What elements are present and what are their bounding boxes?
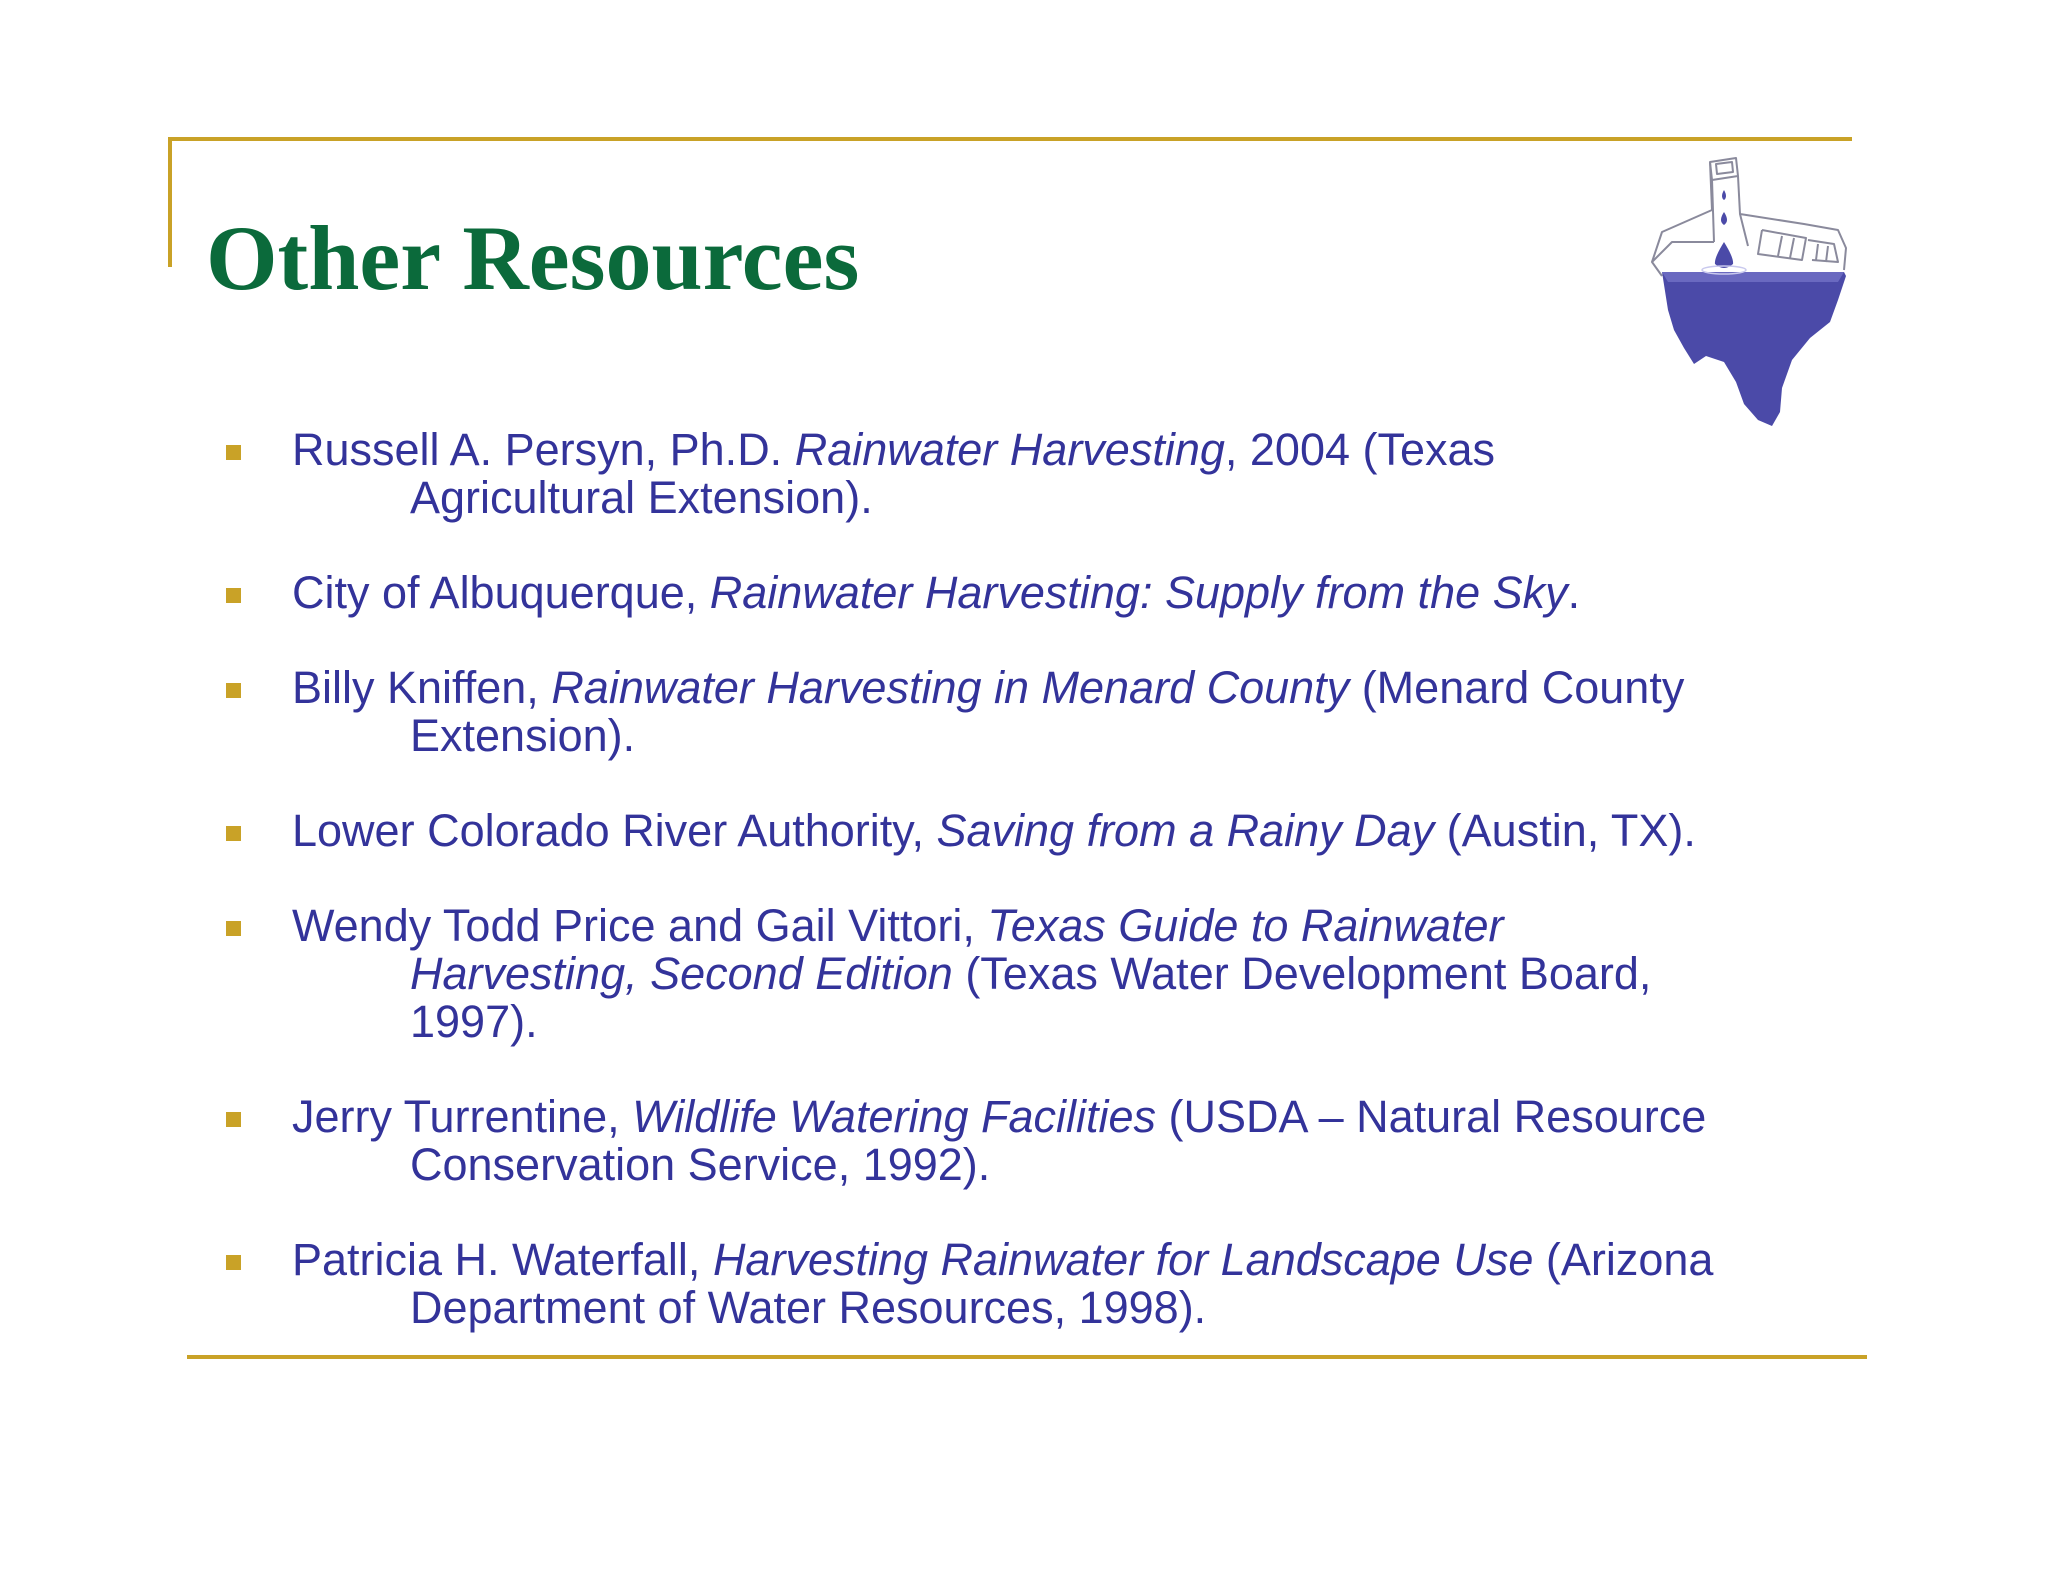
resource-line-1 <box>292 1093 1882 1141</box>
resource-author: City of Albuquerque, <box>292 567 710 618</box>
bullet-square <box>226 1255 241 1270</box>
slide-title: Other Resources <box>206 207 860 309</box>
resource-title: Rainwater Harvesting in Menard County <box>551 662 1350 713</box>
resource-detail: Department of Water Resources, 1998). <box>410 1282 1207 1333</box>
resource-line-2 <box>292 474 1882 522</box>
resource-title: Texas Guide to Rainwater <box>987 900 1504 951</box>
resource-item-lcra <box>222 807 1882 855</box>
resource-detail: (Menard County <box>1349 662 1685 713</box>
resource-detail: . <box>1567 567 1581 618</box>
resource-title: Harvesting Rainwater for Landscape Use <box>712 1234 1534 1285</box>
resource-title: Rainwater Harvesting: Supply from the Sky <box>709 567 1568 618</box>
resource-detail: (USDA – Natural Resource <box>1156 1091 1707 1142</box>
resource-detail: (Texas Water Development Board, <box>952 948 1652 999</box>
resource-detail: , 2004 (Texas <box>1224 424 1496 475</box>
resource-line-1 <box>292 664 1882 712</box>
bullet-square <box>226 588 241 603</box>
resource-item-turrentine <box>222 1093 1882 1189</box>
bullet-square <box>226 683 241 698</box>
resource-detail: Conservation Service, 1992). <box>410 1139 991 1190</box>
resource-title: Wildlife Watering Facilities <box>632 1091 1157 1142</box>
resource-title: Rainwater Harvesting <box>794 424 1225 475</box>
resource-line-1 <box>292 902 1882 950</box>
resource-item-price-vittori <box>222 902 1882 1046</box>
resource-line-3 <box>292 998 1882 1046</box>
bullet-square <box>226 826 241 841</box>
bullet-square <box>226 921 241 936</box>
resource-author: Jerry Turrentine, <box>292 1091 633 1142</box>
resource-detail: (Arizona <box>1533 1234 1714 1285</box>
resource-title: Saving from a Rainy Day <box>936 805 1435 856</box>
resource-author: Wendy Todd Price and Gail Vittori, <box>292 900 988 951</box>
resource-line-1 <box>292 1236 1882 1284</box>
resource-line-1 <box>292 426 1882 474</box>
resource-line-1 <box>292 807 1882 855</box>
bullet-square <box>226 445 241 460</box>
resource-title: Harvesting, Second Edition <box>410 948 953 999</box>
resource-detail: 1997). <box>410 996 538 1047</box>
resource-author: Patricia H. Waterfall, <box>292 1234 713 1285</box>
resource-item-kniffen <box>222 664 1882 760</box>
resource-item-persyn <box>222 426 1882 522</box>
resource-detail: Agricultural Extension). <box>410 472 873 523</box>
resource-line-2 <box>292 950 1882 998</box>
resource-line-1 <box>292 569 1882 617</box>
resource-detail: Extension). <box>410 710 636 761</box>
frame-left-rule <box>168 137 172 267</box>
texas-rainwater-logo-icon <box>1632 150 1912 430</box>
resource-author: Lower Colorado River Authority, <box>292 805 937 856</box>
resource-item-waterfall <box>222 1236 1882 1332</box>
resource-author: Billy Kniffen, <box>292 662 552 713</box>
resources-list <box>222 426 1882 1379</box>
resource-detail: (Austin, TX). <box>1434 805 1696 856</box>
resource-line-2 <box>292 1284 1882 1332</box>
resource-author: Russell A. Persyn, Ph.D. <box>292 424 795 475</box>
resource-line-2 <box>292 712 1882 760</box>
resource-item-albuquerque <box>222 569 1882 617</box>
bullet-square <box>226 1112 241 1127</box>
frame-top-rule <box>168 137 1852 141</box>
resource-line-2 <box>292 1141 1882 1189</box>
